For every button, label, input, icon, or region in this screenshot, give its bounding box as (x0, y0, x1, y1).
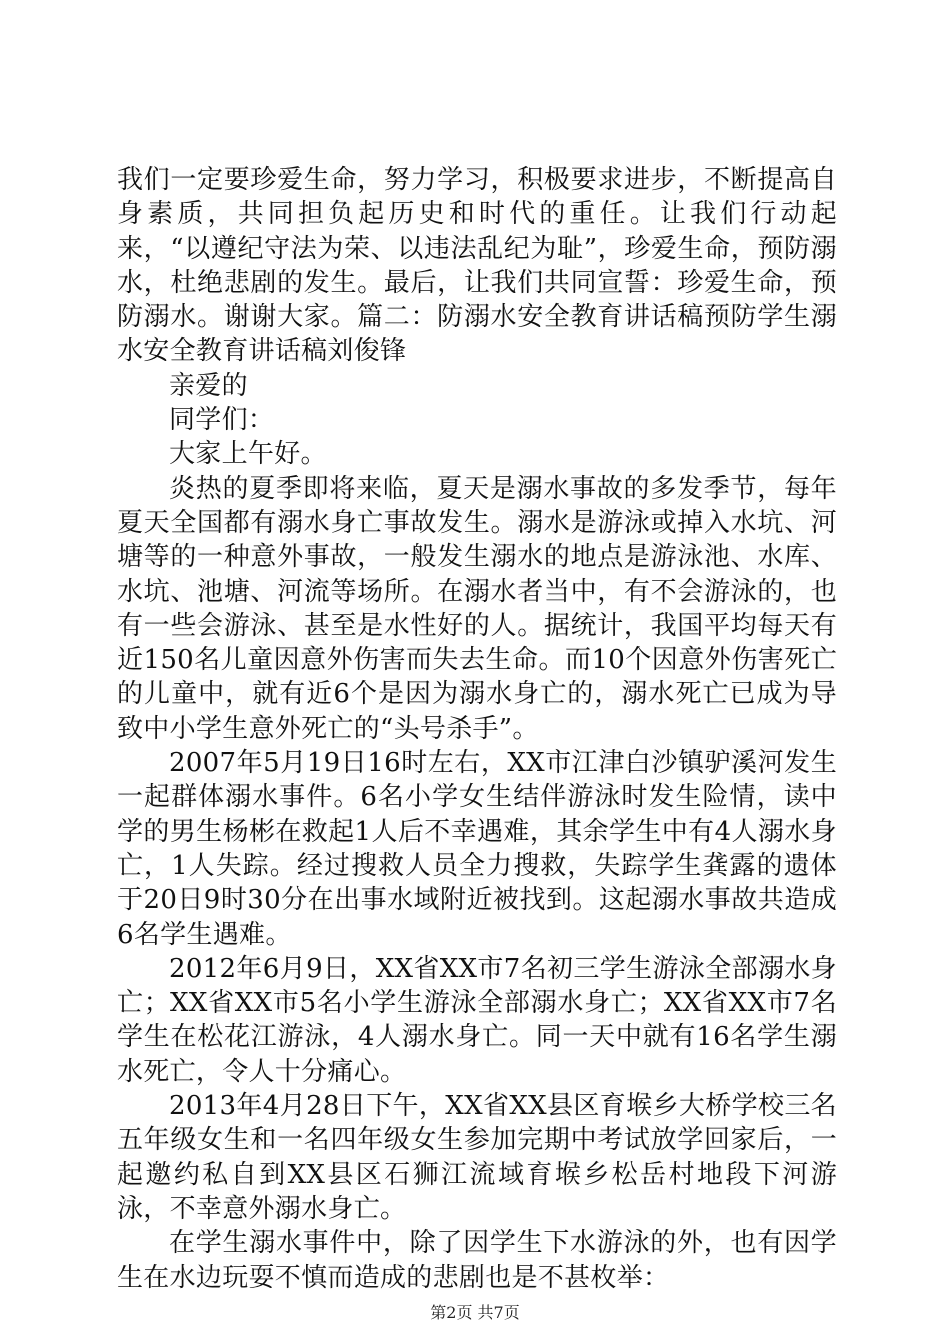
paragraph-3: 同学们： (169, 405, 275, 436)
paragraph-9: 在学生溺水事件中，除了因学生下水游泳的外，也有因学生在水边玩耍不慎而造成的悲剧也是不甚枚举： (117, 1228, 837, 1293)
paragraph-6: 2007年5月19日16时左右，XX市江津白沙镇驴溪河发生一起群体溺水事件。6名小学女生结伴游泳时发生险情，读中学的男生杨彬在救起1人后不幸遇难，其余学生中有4人溺水身亡，1人失踪。经过搜救人员全力搜救，失踪学生龚露的遗体于20日9时30分在出事水域附近被找到。这起溺水事故共造成6名学生遇难。 (117, 748, 837, 950)
paragraph-2: 亲爱的 (169, 370, 248, 401)
page-footer (0, 1300, 950, 1323)
paragraph-5: 炎热的夏季即将来临，夏天是溺水事故的多发季节，每年夏天全国都有溺水身亡事故发生。溺水是游泳或掉入水坑、河塘等的一种意外事故，一般发生溺水的地点是游泳池、水库、水坑、池塘、河流等场所。在溺水者当中，有不会游泳的，也有一些会游泳、甚至是水性好的人。据统计，我国平均每天有近150名儿童因意外伤害而失去生命。而10个因意外伤害死亡的儿童中，就有近6个是因为溺水身亡的，溺水死亡已成为导致中小学生意外死亡的“头号杀手”。 (117, 473, 837, 744)
paragraph-8: 2013年4月28日下午，XX省XX县区育堠乡大桥学校三名五年级女生和一名四年级女生参加完期中考试放学回家后，一起邀约私自到XX县区石狮江流域育堠乡松岳村地段下河游泳，不幸意外溺水身亡。 (117, 1091, 837, 1224)
paragraph-1: 我们一定要珍爱生命，努力学习，积极要求进步，不断提高自身素质，共同担负起历史和时代的重任。让我们行动起来，“以遵纪守法为荣、以违法乱纪为耻”，珍爱生命，预防溺水，杜绝悲剧的发生。最后，让我们共同宣誓：珍爱生命，预防溺水。谢谢大家。篇二：防溺水安全教育讲话稿预防学生溺水安全教育讲话稿刘俊锋 (117, 165, 837, 367)
page-number-label: 第2页 共7页 (430, 1303, 520, 1322)
document-body (117, 163, 837, 1295)
paragraph-7: 2012年6月9日，XX省XX市7名初三学生游泳全部溺水身亡；XX省XX市5名小学生游泳全部溺水身亡；XX省XX市7名学生在松花江游泳，4人溺水身亡。同一天中就有16名学生溺水死亡，令人十分痛心。 (117, 953, 837, 1087)
paragraph-4: 大家上午好。 (169, 439, 327, 470)
